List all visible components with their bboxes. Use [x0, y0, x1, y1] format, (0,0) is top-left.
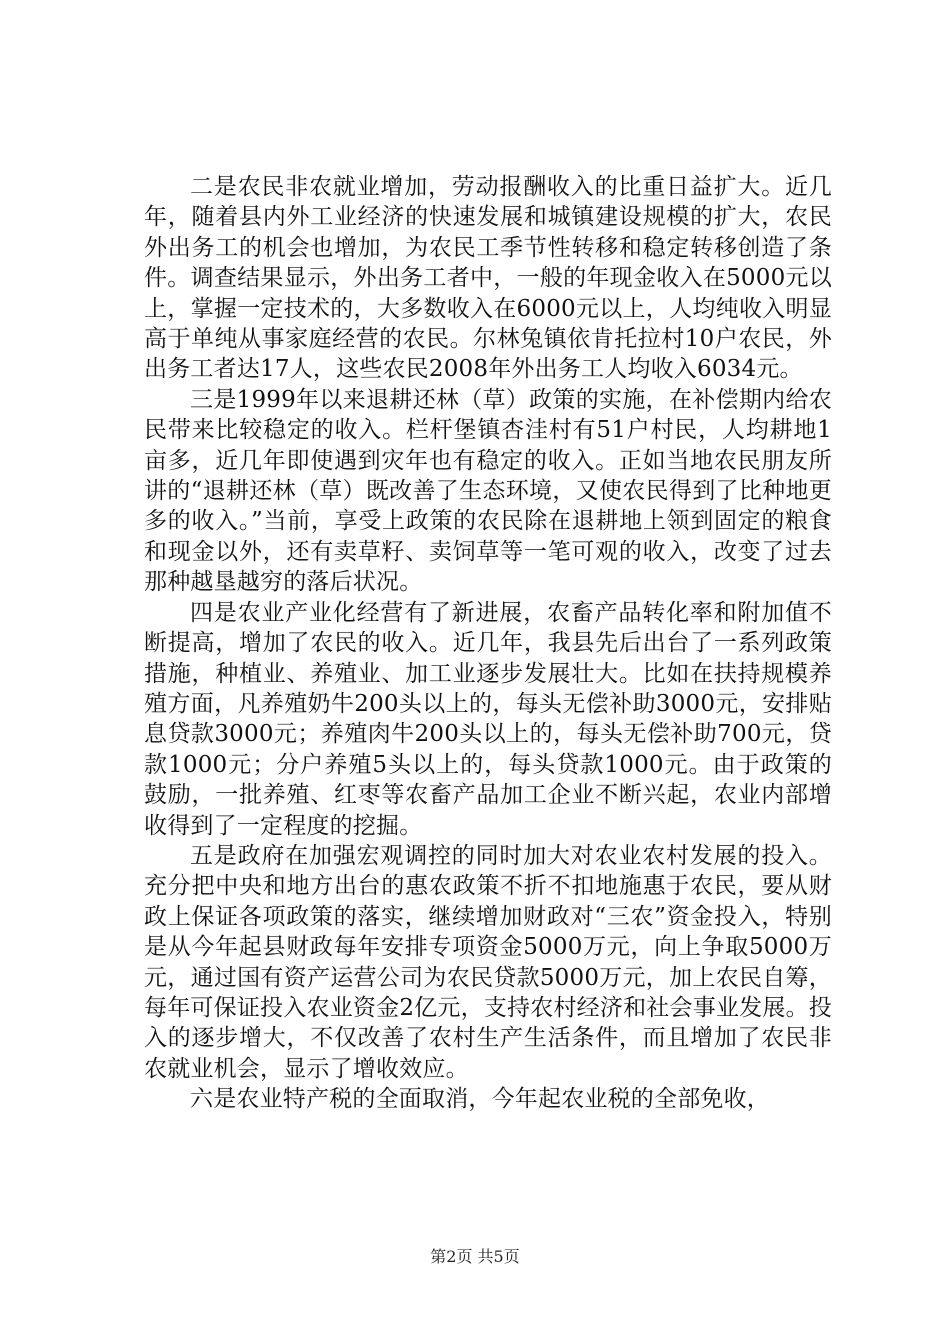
- paragraph-2: 二是农民非农就业增加，劳动报酬收入的比重日益扩大。近几年，随着县内外工业经济的快速发展和城镇建设规模的扩大，农民外出务工的机会也增加，为农民工季节性转移和稳定转移创造了条件。调查结果显示，外出务工者中，一般的年现金收入在5000元以上，掌握一定技术的，大多数收入在6000元以上，人均纯收入明显高于单纯从事家庭经营的农民。尔林兔镇依肯托拉村10户农民，外出务工者达17人，这些农民2008年外出务工人均收入6034元。: [144, 174, 832, 383]
- paragraph-3: 三是1999年以来退耕还林（草）政策的实施，在补偿期内给农民带来比较稳定的收入。栏杆堡镇杏洼村有51户村民，人均耕地1亩多，近几年即使遇到灾年也有稳定的收入。正如当地农民朋友所讲的“退耕还林（草）既改善了生态环境，又使农民得到了比种地更多的收入。”当前，享受上政策的农民除在退耕地上领到固定的粮食和现金以外，还有卖草籽、卖饲草等一笔可观的收入，改变了过去那种越垦越穷的落后状况。: [144, 386, 832, 596]
- document-body: [144, 172, 832, 1115]
- page-number-footer: 第2页 共5页: [430, 1247, 520, 1266]
- paragraph-5: 五是政府在加强宏观调控的同时加大对农业农村发展的投入。充分把中央和地方出台的惠农政策不折不扣地施惠于农民，要从财政上保证各项政策的落实，继续增加财政对“三农”资金投入，特别是从今年起县财政每年安排专项资金5000万元，向上争取5000万元，通过国有资产运营公司为农民贷款5000万元，加上农民自筹，每年可保证投入农业资金2亿元，支持农村经济和社会事业发展。投入的逐步增大，不仅改善了农村生产生活条件，而且增加了农民非农就业机会，显示了增收效应。: [144, 842, 832, 1082]
- paragraph-6: 六是农业特产税的全面取消，今年起农业税的全部免收，: [190, 1086, 770, 1113]
- paragraph-4: 四是农业产业化经营有了新进展，农畜产品转化率和附加值不断提高，增加了农民的收入。近几年，我县先后出台了一系列政策措施，种植业、养殖业、加工业逐步发展壮大。比如在扶持规模养殖方面，凡养殖奶牛200头以上的，每头无偿补助3000元，安排贴息贷款3000元；养殖肉牛200头以上的，每头无偿补助700元，贷款1000元；分户养殖5头以上的，每头贷款1000元。由于政策的鼓励，一批养殖、红枣等农畜产品加工企业不断兴起，农业内部增收得到了一定程度的挖掘。: [144, 599, 832, 839]
